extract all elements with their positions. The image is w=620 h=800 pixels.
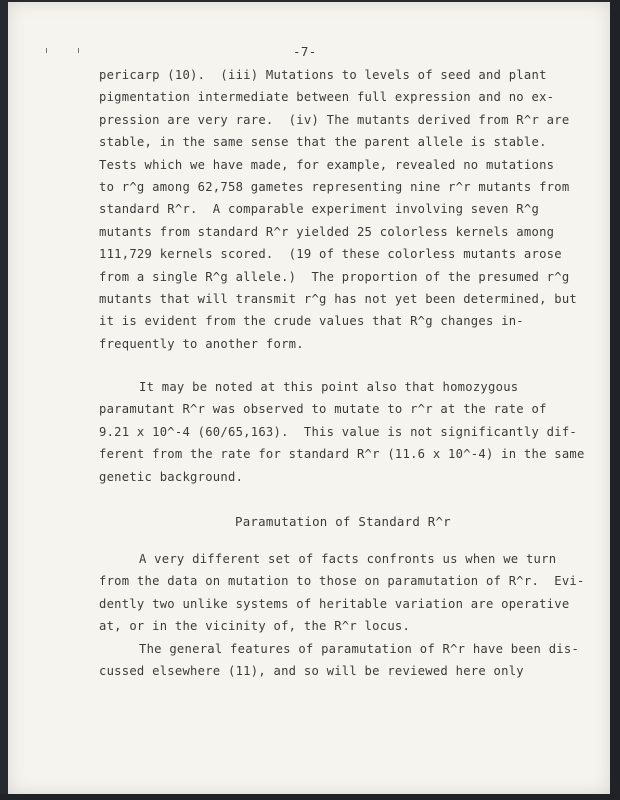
page-mark — [78, 48, 79, 53]
text-line: genetic background. — [99, 469, 244, 484]
document-page — [8, 2, 610, 794]
text-line: at, or in the vicinity of, the R^r locus. — [99, 619, 411, 634]
text-line: from the data on mutation to those on paramutation of R^r. Evi- — [99, 574, 585, 589]
text-line: pression are very rare. (iv) The mutants derived from R^r are — [99, 112, 570, 127]
text-line: from a single R^g allele.) The proportion of the presumed r^g — [99, 269, 570, 284]
text-line: 9.21 x 10^-4 (60/65,163). This value is not significantly dif- — [99, 424, 578, 439]
text-line: stable, in the same sense that the parent allele is stable. — [99, 135, 547, 150]
text-line: mutants that will transmit r^g has not yet been determined, but — [99, 292, 578, 306]
text-line: pigmentation intermediate between full expression and no ex- — [99, 90, 555, 105]
text-line: Tests which we have made, for example, revealed no mutations — [99, 157, 555, 172]
scan-border-right — [610, 0, 620, 800]
text-line: A very different set of facts confronts us when we turn — [139, 552, 557, 566]
text-line: ferent from the rate for standard R^r (11.6 x 10^-4) in the same — [99, 447, 585, 462]
text-line: frequently to another form. — [99, 336, 304, 351]
page-mark — [46, 48, 47, 53]
section-heading: Paramutation of Standard R^r — [235, 514, 451, 529]
text-line: to r^g among 62,758 gametes representing nine r^r mutants from — [99, 180, 570, 194]
text-line: cussed elsewhere (11), and so will be reviewed here only — [99, 664, 524, 678]
text-line: 111,729 kernels scored. (19 of these colorless mutants arose — [99, 247, 562, 262]
text-line: The general features of paramutation of R^r have been dis- — [139, 641, 580, 656]
text-line: dently two unlike systems of heritable variation are operative — [99, 596, 570, 611]
scan-border-bottom — [0, 794, 620, 800]
text-line: standard R^r. A comparable experiment involving seven R^g — [99, 202, 540, 217]
text-line: pericarp (10). (iii) Mutations to levels of seed and plant — [99, 68, 547, 82]
page-number: -7- — [293, 44, 317, 59]
text-line: It may be noted at this point also that homozygous — [139, 380, 519, 394]
text-line: it is evident from the crude values that R^g changes in- — [99, 314, 524, 329]
text-line: paramutant R^r was observed to mutate to r^r at the rate of — [99, 402, 547, 417]
text-line: mutants from standard R^r yielded 25 colorless kernels among — [99, 224, 555, 239]
